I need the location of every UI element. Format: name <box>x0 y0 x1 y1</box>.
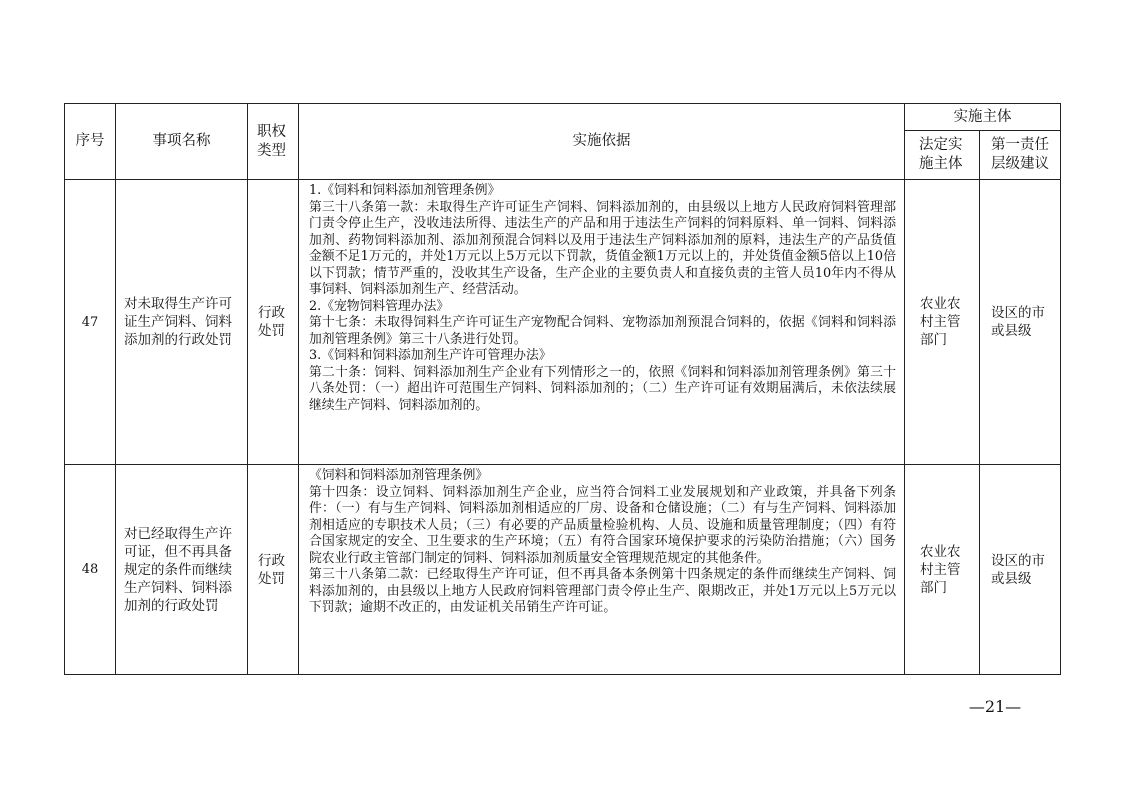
row-name: 对未取得生产许可证生产饲料、饲料添加剂的行政处罚 <box>116 180 248 465</box>
row-seq: 48 <box>65 465 116 675</box>
row-legal-body-text: 农业农村主管部门 <box>920 543 961 596</box>
basis-line: 3.《饲料和饲料添加剂生产许可管理办法》 <box>309 348 552 363</box>
basis-line: 2.《宠物饲料管理办法》 <box>309 298 450 314</box>
row-seq: 47 <box>65 180 116 465</box>
table-row <box>65 465 1061 675</box>
header-type-text: 职权类型 <box>257 123 286 159</box>
basis-line: 第三十八条第一款：未取得生产许可证生产饲料、饲料添加剂的，由县级以上地方人民政府饲料管理部门责令停止生产，没收违法所得、违法生产的产品和用于违法生产饲料的饲料原料、单一饲料、饲料添加剂、药物饲料添加剂、添加剂预混合饲料以及用于违法生产饲料添加剂的原料，违法生产的产品货值金额不足1万元的，并处1万元以上5万元以下罚款，货值金额1万元以上的，并处货值金额5倍以上10倍以下罚款；情节严重的，没收其生产设备，生产企业的主要负责人和直接负责的主管人员10年内不得从事饲料、饲料添加剂生产、经营活动。 <box>309 199 896 297</box>
row-first-level <box>980 180 1061 465</box>
basis-line: 第二十条：饲料、饲料添加剂生产企业有下列情形之一的，依照《饲料和饲料添加剂管理条例》第三十八条处罚：（一）超出许可范围生产饲料、饲料添加剂的；（二）生产许可证有效期届满后，未依法续展继续生产饲料、饲料添加剂的。 <box>309 364 896 413</box>
basis-line: 第三十八条第二款：已经取得生产许可证，但不再具备本条例第十四条规定的条件而继续生产饲料、饲料添加剂的，由县级以上地方人民政府饲料管理部门责令停止生产、限期改正，并处1万元以上5万元以下罚款；逾期不改正的，由发证机关吊销生产许可证。 <box>309 567 896 615</box>
row-first-level-text: 设区的市或县级 <box>991 305 1045 339</box>
row-basis <box>299 465 905 675</box>
row-legal-body-text: 农业农村主管部门 <box>920 296 961 348</box>
basis-line: 第十七条：未取得饲料生产许可证生产宠物配合饲料、宠物添加剂预混合饲料的，依据《饲料和饲料添加剂管理条例》第三十八条进行处罚。 <box>309 315 896 347</box>
basis-line: 1.《饲料和饲料添加剂管理条例》 <box>309 183 501 198</box>
header-body-group: 实施主体 <box>905 104 1061 131</box>
row-name: 对已经取得生产许可证，但不再具备规定的条件而继续生产饲料、饲料添加剂的行政处罚 <box>116 465 248 675</box>
row-first-level <box>980 465 1061 675</box>
header-name: 事项名称 <box>116 104 248 180</box>
authority-table <box>64 103 1061 675</box>
header-first-level-text: 第一责任层级建议 <box>991 137 1049 172</box>
row-type-text: 行政处罚 <box>258 552 285 587</box>
header-legal-body-text: 法定实施主体 <box>919 137 963 172</box>
header-basis: 实施依据 <box>299 104 905 180</box>
row-legal-body <box>905 180 980 465</box>
header-legal-body <box>905 131 980 180</box>
row-type <box>248 465 299 675</box>
basis-line: 第十四条：设立饲料、饲料添加剂生产企业，应当符合饲料工业发展规划和产业政策，并具备下列条件：（一）有与生产饲料、饲料添加剂相适应的厂房、设备和仓储设施；（二）有与生产饲料、饲料添加剂相适应的专职技术人员；（三）有必要的产品质量检验机构、人员、设施和质量管理制度；（四）有符合国家规定的安全、卫生要求的生产环境；（五）有符合国家环境保护要求的污染防治措施；（六）国务院农业行政主管部门制定的饲料、饲料添加剂质量安全管理规范规定的其他条件。 <box>309 484 896 566</box>
header-type <box>248 104 299 180</box>
row-legal-body <box>905 465 980 675</box>
row-type <box>248 180 299 465</box>
table-row <box>65 180 1061 465</box>
basis-line: 《饲料和饲料添加剂管理条例》 <box>309 468 489 483</box>
row-basis <box>299 180 905 465</box>
page-number: —21— <box>968 697 1022 716</box>
header-first-level <box>980 131 1061 180</box>
row-first-level-text: 设区的市或县级 <box>991 552 1045 587</box>
header-seq: 序号 <box>65 104 116 180</box>
row-type-text: 行政处罚 <box>258 305 285 339</box>
